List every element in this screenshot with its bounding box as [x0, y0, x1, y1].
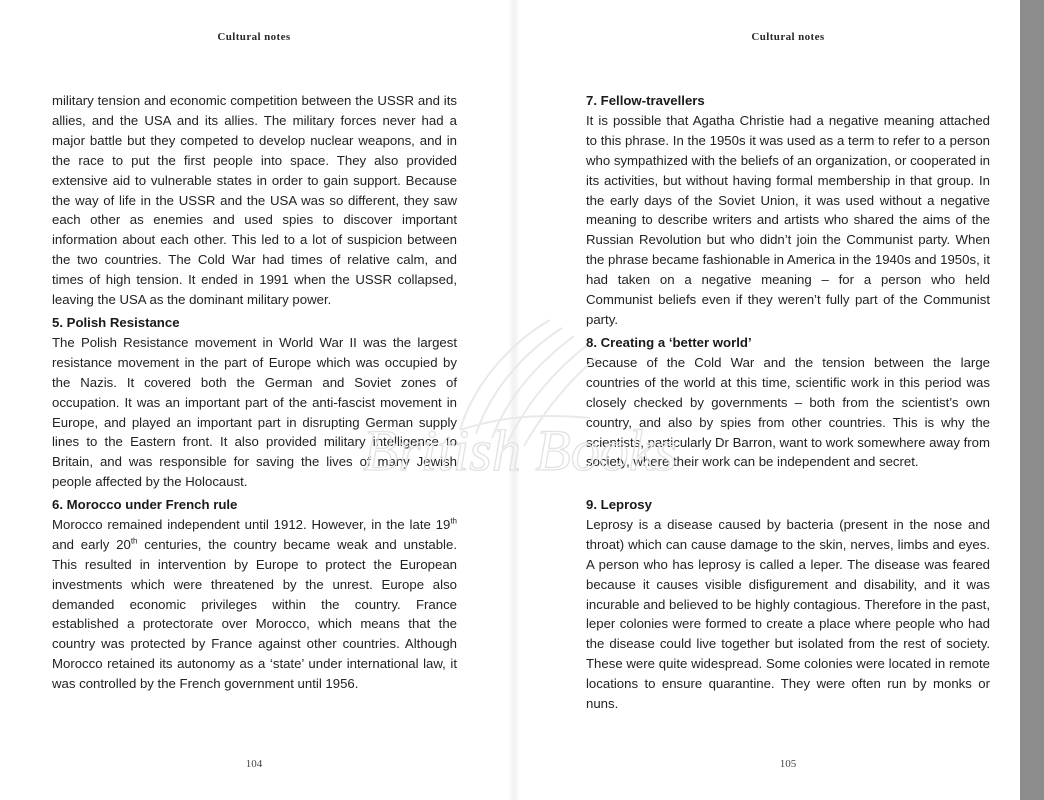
- section-body: [52, 515, 457, 694]
- section-body: Leprosy is a disease caused by bacteria (present in the nose and throat) which can cause damage to the skin, nerves, limbs and eyes. A person who has leprosy is called a leper. The disease was feared because it causes visible disfigurement and disability, and it was incurable and believed to be highly contagious. Therefore in the past, leper colonies were formed to create a place where people who had the disease could live together but isolated from the rest of society. These were quite widespread. Some colonies were located in remote locations to ensure quarantine. They were often run by monks or nuns.: [586, 516, 990, 712]
- section-heading: 9. Leprosy: [586, 497, 652, 512]
- running-head-right: Cultural notes: [751, 31, 825, 43]
- section-body: The Polish Resistance movement in World War II was the largest resistance movement in the part of Europe which was occupied by the Nazis. It covered both the German and Soviet zones of occupation. It was an important part of the anti-fascist movement in Europe, and played an important part in disrupting German supply lines to the Eastern front. It also provided military intelligence to Britain, and was responsible for saving the lives of many Jewish people affected by the Holocaust.: [52, 334, 457, 490]
- ordinal-suffix: th: [450, 516, 457, 526]
- section-body: It is possible that Agatha Christie had a negative meaning attached to this phrase. In the 1950s it was used as a term to refer to a person who sympathized with the beliefs of an organization, or cooperated in its activities, but without having formal membership in that group. In the early days of the Soviet Union, it was used without a negative meaning to describe writers and artists who shared the aims of the Russian Revolution but who didn’t join the Communist party. When the phrase became fashionable in America in the 1940s and 1950s, it had taken on a negative meaning – for a person who held Communist beliefs even if they weren’t fully part of the Communist party.: [586, 112, 990, 327]
- section-morocco: [52, 495, 457, 694]
- body-text: and early 20: [52, 536, 131, 552]
- watermark-text: British Books: [362, 418, 678, 483]
- section-polish-resistance: [52, 313, 457, 492]
- running-head-left: Cultural notes: [217, 31, 291, 43]
- section-heading: 6. Morocco under French rule: [52, 497, 238, 512]
- section-heading: 7. Fellow-travellers: [586, 93, 705, 108]
- body-text: Morocco remained independent until 1912. However, in the late 19: [52, 516, 451, 532]
- book-gutter: [508, 0, 520, 800]
- page-number-left: 104: [245, 758, 263, 770]
- section-better-world: [586, 333, 990, 472]
- section-body: Because of the Cold War and the tension between the large countries of the world at this time, scientific work in this period was closely checked by governments – both from the scientist’s own country, and also by spies from other countries. This is why the scientists, particularly Dr Barron, want to work somewhere away from society, where their work can be independent and secret.: [586, 354, 990, 470]
- left-page: [0, 0, 508, 800]
- body-text: centuries, the country became weak and unstable. This resulted in intervention by Europe to protect the European investments which were threatened by the unrest. Europe also demanded economic privileges within the country. France established a protectorate over Morocco, which means that the country was protected by France against other countries. Although Morocco retained its autonomy as a ‘state’ under international law, it was controlled by the French government until 1956.: [52, 536, 457, 692]
- page-number-right: 105: [779, 758, 797, 770]
- ordinal-suffix: th: [130, 536, 138, 546]
- screen-edge-bar: [1020, 0, 1044, 800]
- section-heading: 5. Polish Resistance: [52, 315, 180, 330]
- section-heading: 8. Creating a ‘better world’: [586, 335, 752, 350]
- section-fellow-travellers: [586, 91, 990, 330]
- cold-war-continuation: [52, 91, 457, 310]
- section-leprosy: [586, 495, 990, 714]
- right-page: [520, 0, 1020, 800]
- paragraph-cold-war: military tension and economic competition between the USSR and its allies, and the USA and its allies. The military forces never had a major battle but they competed to develop nuclear weapons, and in the race to put the first people into space. They also provided extensive aid to vulnerable states in order to gain support. Because the way of life in the USSR and the USA was so different, they saw each other as enemies and used spies to discover important information about each other. This led to a lot of suspicion between the two countries. The Cold War had times of relative calm, and times of high tension. It ended in 1991 when the USSR collapsed, leaving the USA as the dominant military power.: [52, 93, 457, 308]
